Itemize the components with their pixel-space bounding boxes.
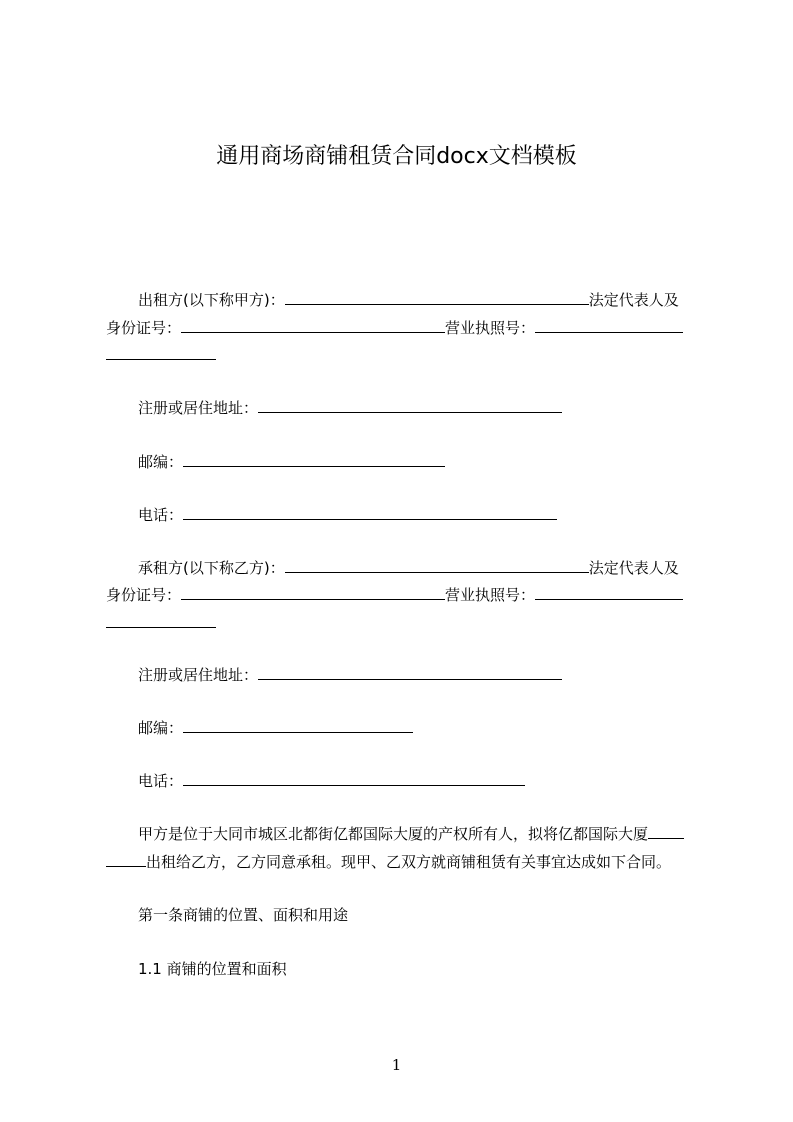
lessee-name-blank: [285, 558, 589, 573]
lessor-license-blank: [535, 318, 683, 333]
preamble-text-1: 甲方是位于大同市城区北都街亿都国际大厦的产权所有人，拟将亿都国际大厦: [138, 825, 649, 843]
premises-unit-blank: [648, 824, 684, 839]
lessor-phone-label: 电话：: [138, 506, 184, 524]
lessor-postcode-line: [138, 452, 445, 472]
lessee-rep-label: 法定代表人及: [588, 559, 679, 577]
premises-unit-blank-continued: [106, 852, 146, 867]
lessor-id-line: [106, 318, 683, 338]
lessor-license-blank-continued: [106, 358, 216, 360]
lessee-address-label: 注册或居住地址：: [138, 666, 259, 684]
lessor-postcode-blank: [183, 452, 445, 467]
lessor-id-blank: [181, 318, 445, 333]
lessee-license-blank: [535, 585, 683, 600]
article-1-heading: 第一条商铺的位置、面积和用途: [138, 906, 349, 924]
preamble-text-2: 出租给乙方，乙方同意承租。现甲、乙双方就商铺租赁有关事宜达成如下合同。: [146, 853, 672, 871]
preamble-line-1: [138, 824, 684, 844]
document-title: 通用商场商铺租赁合同docx文档模板: [216, 144, 577, 169]
lessor-phone-line: [138, 505, 557, 525]
lessee-phone-label: 电话：: [138, 772, 184, 790]
lessor-license-label: 营业执照号：: [445, 319, 536, 337]
preamble-line-2: [106, 852, 671, 872]
lessor-phone-blank: [183, 505, 557, 520]
lessee-postcode-label: 邮编：: [138, 719, 184, 737]
lessee-license-blank-continued: [106, 626, 216, 628]
lessor-address-line: [138, 398, 562, 418]
lessor-address-blank: [258, 398, 562, 413]
lessee-address-blank: [258, 665, 562, 680]
lessee-postcode-line: [138, 718, 413, 738]
clause-1-1-heading: 1.1 商铺的位置和面积: [138, 960, 287, 978]
lessee-id-label: 身份证号：: [106, 586, 182, 604]
lessor-postcode-label: 邮编：: [138, 453, 184, 471]
lessee-license-label: 营业执照号：: [445, 586, 536, 604]
lessee-phone-blank: [183, 771, 525, 786]
lessor-rep-label: 法定代表人及: [588, 291, 679, 309]
lessor-party-line: [138, 290, 679, 310]
lessee-party-line: [138, 558, 679, 578]
lessee-id-blank: [181, 585, 445, 600]
lessee-address-line: [138, 665, 562, 685]
lessor-party-label: 出租方(以下称甲方)：: [138, 291, 285, 309]
lessor-id-label: 身份证号：: [106, 319, 182, 337]
page-number: 1: [391, 1056, 402, 1074]
lessor-name-blank: [285, 290, 589, 305]
lessor-address-label: 注册或居住地址：: [138, 399, 259, 417]
lessee-postcode-blank: [183, 718, 413, 733]
lessee-phone-line: [138, 771, 525, 791]
lessee-id-line: [106, 585, 683, 605]
lessee-party-label: 承租方(以下称乙方)：: [138, 559, 285, 577]
